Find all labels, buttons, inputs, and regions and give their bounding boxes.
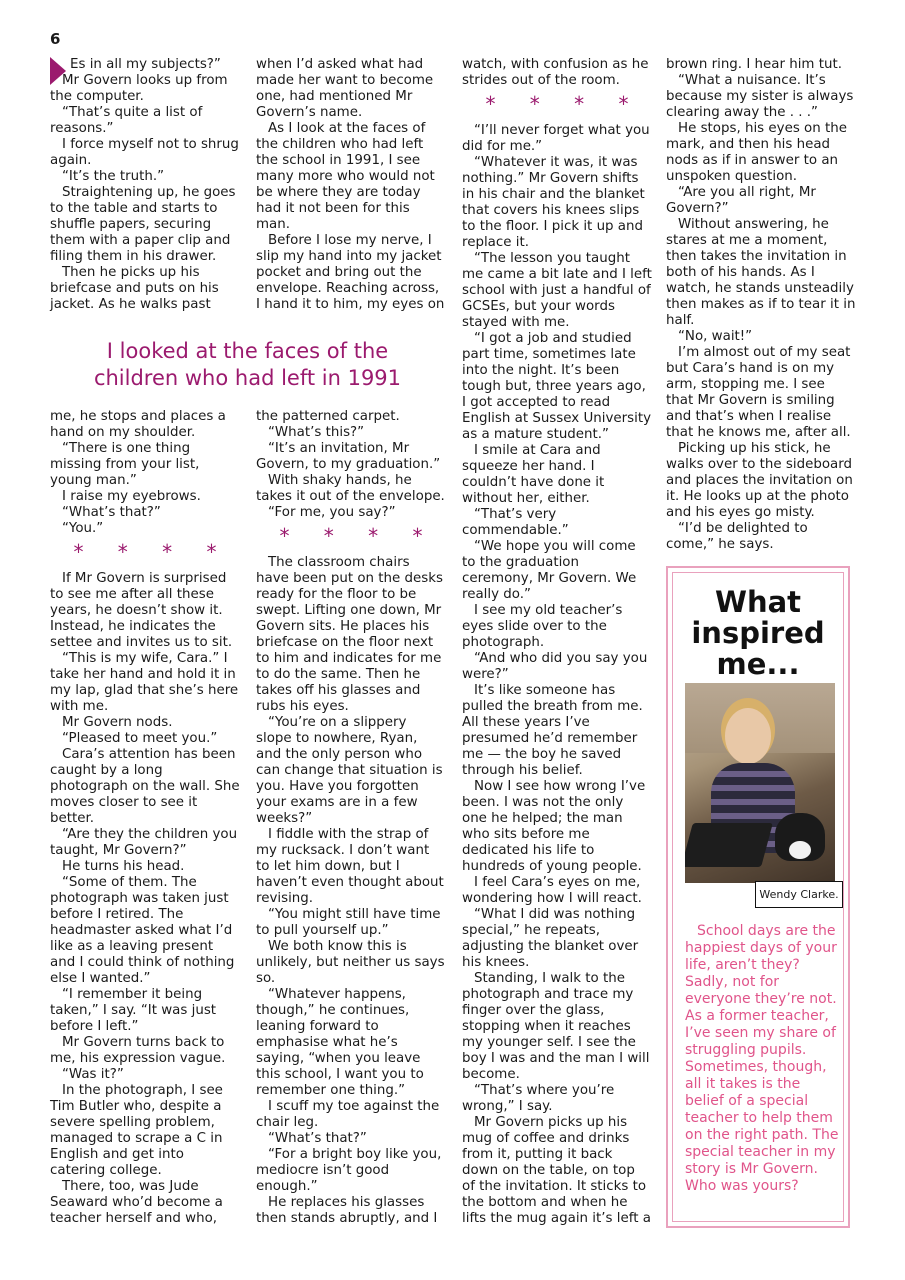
paragraph: “And who did you say you were?” bbox=[462, 651, 648, 682]
pull-quote bbox=[50, 338, 445, 392]
paragraph: “Pleased to meet you.” bbox=[62, 731, 218, 746]
page-number: 6 bbox=[50, 30, 61, 48]
pull-quote-line-2: children who had left in 1991 bbox=[93, 366, 402, 390]
paragraph: With shaky hands, he takes it out of the envelope. bbox=[256, 473, 445, 504]
paragraph: In the photograph, I see Tim Butler who, despite a severe spelling problem, managed to scrape a C in English and get into catering college. bbox=[50, 1083, 223, 1178]
paragraph: the patterned carpet. bbox=[256, 409, 400, 424]
paragraph: As I look at the faces of the children who had left the school in 1991, I see many more who would not be where they are today had it not been for this man. bbox=[256, 121, 435, 232]
paragraph: “Some of them. The photograph was taken just before I retired. The headmaster asked what I’d like as a leaving present and I could think of nothing else I wanted.” bbox=[50, 875, 235, 986]
paragraph: “Was it?” bbox=[62, 1067, 124, 1082]
paragraph: “That’s where you’re wrong,” I say. bbox=[462, 1083, 615, 1114]
paragraph: “The lesson you taught me came a bit late and I left school with just a handful of GCSEs, but your words stayed with me. bbox=[462, 251, 652, 330]
sidebar-title: What inspired me... bbox=[691, 585, 825, 681]
paragraph: “What a nuisance. It’s because my sister is always clearing away the . . .” bbox=[666, 73, 854, 120]
paragraph: “Are you all right, Mr Govern?” bbox=[666, 185, 816, 216]
column-3 bbox=[462, 57, 652, 1227]
paragraph: “I remember it being taken,” I say. “It was just before I left.” bbox=[50, 987, 217, 1034]
paragraph: I raise my eyebrows. bbox=[62, 489, 201, 504]
paragraph: He stops, his eyes on the mark, and then his head nods as if in answer to an unspoken question. bbox=[666, 121, 847, 184]
paragraph: Es in all my subjects?” bbox=[70, 57, 221, 72]
continuation-arrow-icon bbox=[50, 57, 66, 85]
paragraph: “That’s quite a list of reasons.” bbox=[50, 105, 203, 136]
paragraph: when I’d asked what had made her want to become one, had mentioned Mr Govern’s name. bbox=[256, 57, 434, 120]
paragraph: “You.” bbox=[62, 521, 104, 536]
section-break-stars: * * * * bbox=[279, 524, 437, 548]
column-1-bottom bbox=[50, 409, 240, 1227]
author-photo bbox=[685, 683, 835, 883]
paragraph: There, too, was Jude Seaward who’d become a teacher herself and who, bbox=[50, 1179, 223, 1226]
paragraph: I force myself not to shrug again. bbox=[50, 137, 239, 168]
paragraph: Without answering, he stares at me a moment, then takes the invitation in both of his hands. As I watch, he stands unsteadily then makes as if to tear it in half. bbox=[666, 217, 856, 328]
paragraph: “I got a job and studied part time, sometimes late into the night. It’s been tough but, three years ago, I got accepted to read English at Sussex University as a mature student.” bbox=[462, 331, 651, 442]
paragraph: “We hope you will come to the graduation ceremony, Mr Govern. We really do.” bbox=[462, 539, 637, 602]
paragraph: “What’s that?” bbox=[62, 505, 161, 520]
paragraph: We both know this is unlikely, but neither us says so. bbox=[256, 939, 445, 986]
paragraph: I see my old teacher’s eyes slide over to the photograph. bbox=[462, 603, 623, 650]
paragraph: I feel Cara’s eyes on me, wondering how I will react. bbox=[462, 875, 642, 906]
paragraph: “What I did was nothing special,” he repeats, adjusting the blanket over his knees. bbox=[462, 907, 639, 970]
paragraph: The classroom chairs have been put on the desks ready for the floor to be swept. Lifting one down, Mr Govern sits. He places his briefcase on the floor next to him and indicates for me to do the same. Then he takes off his glasses and rubs his eyes. bbox=[256, 555, 443, 714]
paragraph: He turns his head. bbox=[62, 859, 185, 874]
paragraph: “You might still have time to pull yourself up.” bbox=[256, 907, 441, 938]
paragraph: “You’re on a slippery slope to nowhere, Ryan, and the only person who can change that situation is you. Have you forgotten your exams are in a few weeks?” bbox=[256, 715, 443, 826]
paragraph: I smile at Cara and squeeze her hand. I couldn’t have done it without her, either. bbox=[462, 443, 605, 506]
paragraph: “What’s that?” bbox=[268, 1131, 367, 1146]
paragraph: “I’d be delighted to come,” he says. bbox=[666, 521, 808, 552]
paragraph: “That’s very commendable.” bbox=[462, 507, 569, 538]
paragraph: Picking up his stick, he walks over to the sideboard and places the invitation on it. He looks up at the photo and his eyes go misty. bbox=[666, 441, 853, 520]
paragraph: “There is one thing missing from your list, young man.” bbox=[50, 441, 200, 488]
paragraph: “Are they the children you taught, Mr Govern?” bbox=[50, 827, 238, 858]
paragraph: Cara’s attention has been caught by a long photograph on the wall. She moves closer to see it better. bbox=[50, 747, 240, 826]
section-break-stars: * * * * bbox=[73, 540, 231, 564]
paragraph: watch, with confusion as he strides out of the room. bbox=[462, 57, 649, 88]
paragraph: Now I see how wrong I’ve been. I was not the only one he helped; the man who sits before me dedicated his life to hundreds of young people. bbox=[462, 779, 646, 874]
paragraph: It’s like someone has pulled the breath from me. All these years I’ve presumed he’d remember me — the boy he saved through his belief. bbox=[462, 683, 643, 778]
paragraph: “For me, you say?” bbox=[268, 505, 396, 520]
column-4 bbox=[666, 57, 856, 553]
paragraph: brown ring. I hear him tut. bbox=[666, 57, 842, 72]
paragraph: “No, wait!” bbox=[678, 329, 753, 344]
paragraph: Straightening up, he goes to the table and starts to shuffle papers, securing them with a paper clip and filing them in his drawer. bbox=[50, 185, 236, 264]
paragraph: me, he stops and places a hand on my shoulder. bbox=[50, 409, 226, 440]
paragraph: Mr Govern picks up his mug of coffee and drinks from it, putting it back down on the table, on top of the invitation. It sticks to the bottom and when he lifts the mug again it’s left a bbox=[462, 1115, 651, 1226]
paragraph: He replaces his glasses then stands abruptly, and I bbox=[256, 1195, 438, 1226]
paragraph: “This is my wife, Cara.” I take her hand and hold it in my lap, glad that she’s here with me. bbox=[50, 651, 239, 714]
section-break-stars: * * * * bbox=[485, 92, 643, 116]
column-1-top bbox=[50, 57, 240, 313]
pull-quote-line-1: I looked at the faces of the bbox=[106, 339, 389, 363]
paragraph: Mr Govern nods. bbox=[62, 715, 173, 730]
paragraph: Mr Govern looks up from the computer. bbox=[50, 73, 228, 104]
paragraph: Mr Govern turns back to me, his expression vague. bbox=[50, 1035, 226, 1066]
paragraph: I fiddle with the strap of my rucksack. I don’t want to let him down, but I haven’t even thought about revising. bbox=[256, 827, 444, 906]
what-inspired-me-box bbox=[666, 566, 850, 1228]
column-2-bottom bbox=[256, 409, 446, 1227]
paragraph: Before I lose my nerve, I slip my hand into my jacket pocket and bring out the envelope. Reaching across, I hand it to him, my eyes on bbox=[256, 233, 445, 312]
sidebar-text: School days are the happiest days of your life, aren’t they? Sadly, not for everyone they’re not. As a former teacher, I’ve seen my share of struggling pupils. Sometimes, though, all it takes is the belief of a special teacher to help them on the right path. The special teacher in my story is Mr Govern. Who was yours? bbox=[685, 923, 839, 1194]
paragraph: “Whatever it was, it was nothing.” Mr Govern shifts in his chair and the blanket that covers his knees slips to the floor. I pick it up and replace it. bbox=[462, 155, 645, 250]
paragraph: “It’s an invitation, Mr Govern, to my graduation.” bbox=[256, 441, 441, 472]
photo-caption: Wendy Clarke. bbox=[755, 881, 843, 908]
paragraph: Then he picks up his briefcase and puts on his jacket. As he walks past bbox=[50, 265, 219, 312]
paragraph: “I’ll never forget what you did for me.” bbox=[462, 123, 650, 154]
paragraph: “What’s this?” bbox=[268, 425, 365, 440]
paragraph: I scuff my toe against the chair leg. bbox=[256, 1099, 440, 1130]
column-2-top bbox=[256, 57, 446, 313]
paragraph: “It’s the truth.” bbox=[62, 169, 165, 184]
paragraph: I’m almost out of my seat but Cara’s hand is on my arm, stopping me. I see that Mr Govern is smiling and that’s when I realise that he knows me, after all. bbox=[666, 345, 851, 440]
paragraph: Standing, I walk to the photograph and trace my finger over the glass, stopping when it reaches my younger self. I see the boy I was and the man I will become. bbox=[462, 971, 650, 1082]
paragraph: “Whatever happens, though,” he continues, leaning forward to emphasise what he’s saying, “when you leave this school, I want you to remember one thing.” bbox=[256, 987, 424, 1098]
paragraph: “For a bright boy like you, mediocre isn’t good enough.” bbox=[256, 1147, 442, 1194]
paragraph: If Mr Govern is surprised to see me after all these years, he doesn’t show it. Instead, he indicates the settee and invites us to sit. bbox=[50, 571, 233, 650]
